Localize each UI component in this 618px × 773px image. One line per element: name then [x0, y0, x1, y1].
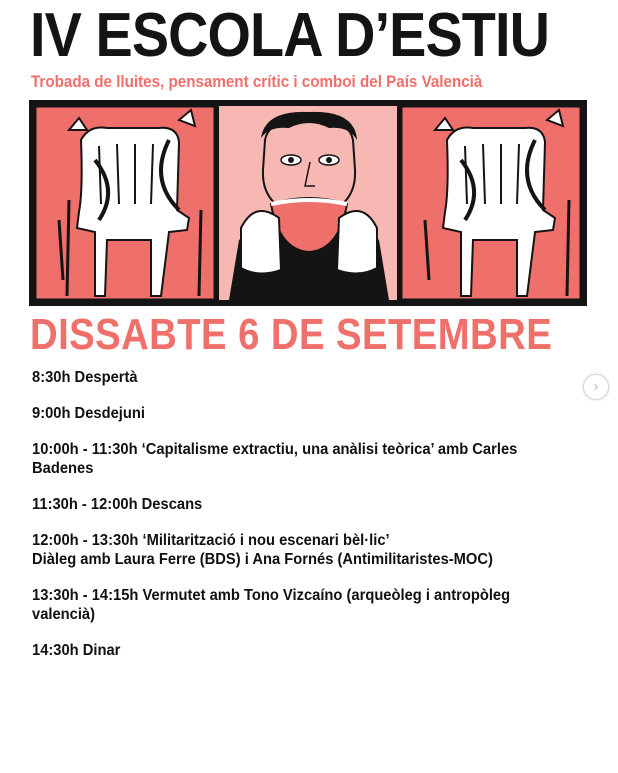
poster-illustration — [29, 100, 587, 306]
schedule-item — [32, 531, 591, 569]
schedule-item — [32, 404, 591, 423]
schedule-item — [32, 368, 591, 387]
schedule-item-line: 13:30h - 14:15h Vermutet amb Tono Vizcaíno (arqueòleg i antropòleg — [32, 587, 511, 604]
schedule-item-line: 12:00h - 13:30h ‘Militarització i nou escenari bèl·lic’ — [32, 532, 390, 549]
schedule-item-line: 9:00h Desdejuni — [32, 405, 145, 422]
schedule-item-line: 10:00h - 11:30h ‘Capitalisme extractiu, una anàlisi teòrica’ amb Carles — [32, 441, 518, 458]
schedule-list — [32, 368, 592, 677]
schedule-item — [32, 440, 591, 478]
schedule-item — [32, 495, 591, 514]
schedule-item-line: Badenes — [32, 460, 94, 477]
poster-title: IV ESCOLA D’ESTIU — [30, 1, 550, 70]
day-heading: DISSABTE 6 DE SETEMBRE — [30, 310, 553, 359]
schedule-item-line: 14:30h Dinar — [32, 642, 121, 659]
schedule-item-line: 8:30h Despertà — [32, 369, 138, 386]
schedule-item-line: valencià) — [32, 606, 96, 623]
poster-subtitle: Trobada de lluites, pensament crític i comboi del País Valencià — [31, 73, 483, 91]
chevron-right-icon: › — [593, 379, 599, 395]
carousel-next-button[interactable] — [583, 374, 609, 400]
schedule-item — [32, 641, 591, 660]
schedule-item — [32, 586, 591, 624]
schedule-item-line: 11:30h - 12:00h Descans — [32, 496, 203, 513]
schedule-item-line: Diàleg amb Laura Ferre (BDS) i Ana Fornés (Antimilitaristes-MOC) — [32, 551, 493, 568]
